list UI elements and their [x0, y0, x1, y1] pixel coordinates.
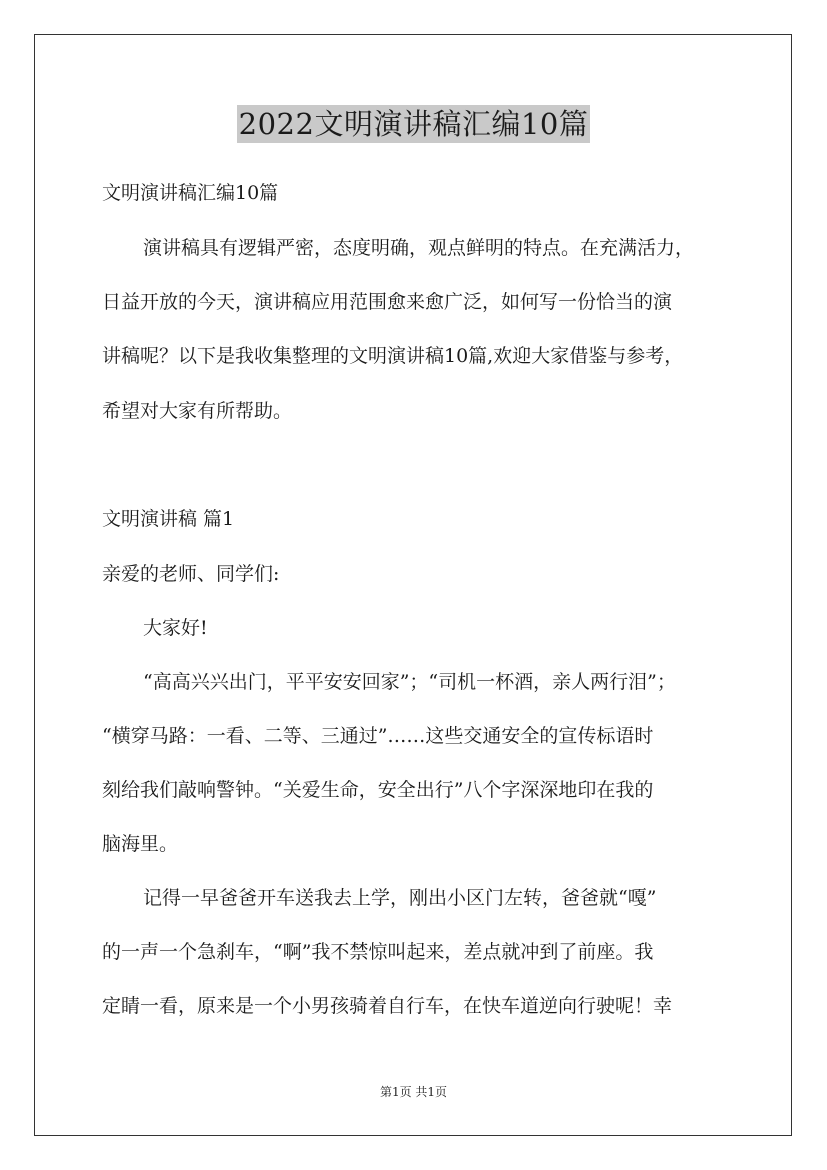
page-footer: 第1页 共1页 [379, 1085, 448, 1099]
paragraph-line: 刻给我们敲响警钟。“关爱生命，安全出行”八个字深深地印在我的 [102, 779, 654, 801]
section-heading: 文明演讲稿 篇1 [102, 508, 235, 530]
intro-line: 日益开放的今天，演讲稿应用范围愈来愈广泛，如何写一份恰当的演 [102, 291, 673, 313]
salutation: 亲爱的老师、同学们: [102, 563, 280, 585]
document-subtitle: 文明演讲稿汇编10篇 [102, 182, 279, 204]
document-title: 2022文明演讲稿汇编10篇 [238, 107, 589, 141]
paragraph-line: “横穿马路：一看、二等、三通过”……这些交通安全的宣传标语时 [102, 725, 654, 747]
intro-line: 希望对大家有所帮助。 [102, 400, 293, 422]
intro-line: 演讲稿具有逻辑严密，态度明确，观点鲜明的特点。在充满活力， [143, 237, 695, 259]
paragraph-line: “高高兴兴出门，平平安安回家”；“司机一杯酒，亲人两行泪”； [143, 671, 676, 693]
paragraph-line: 脑海里。 [102, 833, 179, 855]
greeting: 大家好! [143, 617, 208, 639]
paragraph-line: 的一声一个急刹车，“啊”我不禁惊叫起来，差点就冲到了前座。我 [102, 941, 654, 963]
paragraph-line: 定睛一看，原来是一个小男孩骑着自行车，在快车道逆向行驶呢！幸 [102, 995, 673, 1017]
intro-line: 讲稿呢？以下是我收集整理的文明演讲稿10篇,欢迎大家借鉴与参考， [102, 345, 684, 367]
paragraph-line: 记得一早爸爸开车送我去上学，刚出小区门左转，爸爸就“嘎” [143, 887, 657, 909]
